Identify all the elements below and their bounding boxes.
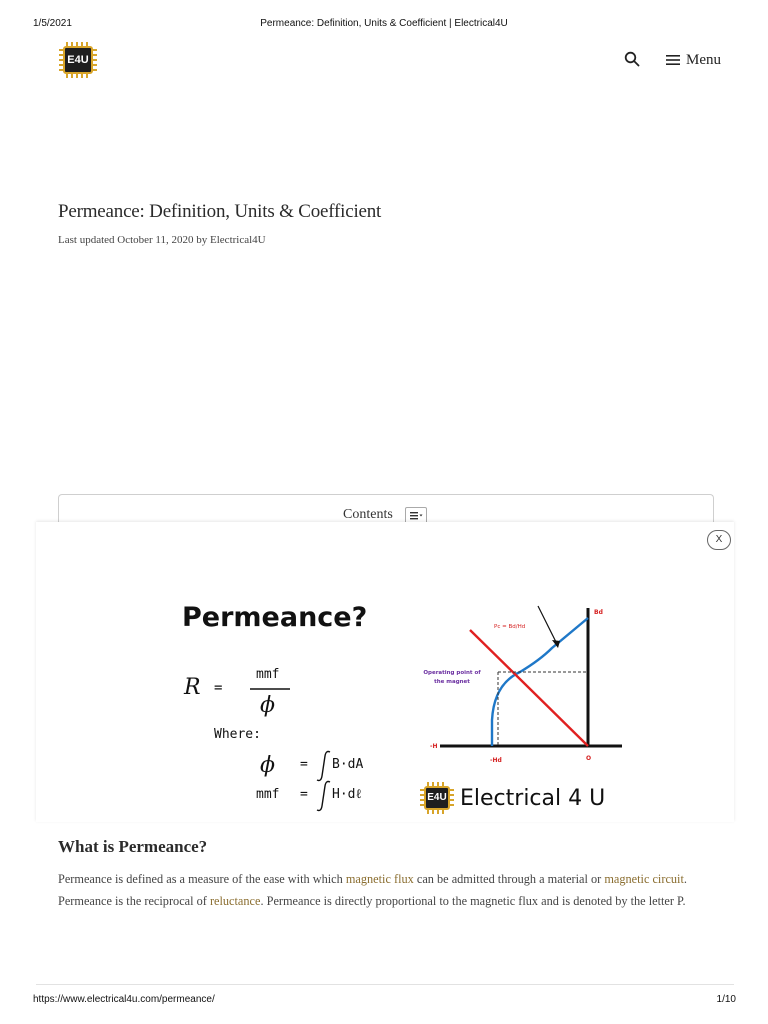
paragraph-text-2: can be admitted through a material or <box>413 872 605 886</box>
formula-phi-integral: B·dA <box>332 757 364 772</box>
logo-text: E4U <box>63 46 93 74</box>
formula-equals-2: = <box>300 757 308 772</box>
hamburger-icon <box>666 54 680 66</box>
neg-hd-label: -Hd <box>490 757 502 764</box>
integral-sign-2 <box>317 782 330 811</box>
pointer-arrow <box>538 606 558 646</box>
print-url: https://www.electrical4u.com/permeance/ <box>33 994 215 1005</box>
paragraph-text-3: . Permeance is the reciprocal of <box>58 872 687 908</box>
print-page-number: 1/10 <box>716 994 736 1005</box>
reluctance-formula <box>170 656 410 820</box>
paragraph-text-1: Permeance is defined as a measure of the ease with which <box>58 872 346 886</box>
operating-label-2: the magnet <box>434 679 470 685</box>
cut-off-content <box>300 955 480 961</box>
link-reluctance[interactable]: reluctance <box>209 894 261 908</box>
print-date: 1/5/2021 <box>33 18 72 29</box>
formula-equals-3: = <box>300 787 308 802</box>
formula-equals-1: = <box>214 680 223 696</box>
menu-button[interactable] <box>666 51 721 69</box>
print-title: Permeance: Definition, Units & Coefficient | Electrical4U <box>260 18 508 29</box>
origin-label: O <box>586 755 592 762</box>
featured-brand <box>420 782 605 814</box>
bh-curve-diagram <box>410 600 630 772</box>
formula-phi: ϕ <box>260 753 275 778</box>
section-paragraph <box>58 868 714 912</box>
print-header <box>0 18 768 32</box>
post-meta: Last updated October 11, 2020 by Electrical4U <box>58 234 266 246</box>
section-heading: What is Permeance? <box>58 837 208 856</box>
footer-divider <box>36 984 734 985</box>
link-magnetic-circuit[interactable]: magnetic circuit <box>604 872 684 886</box>
operating-label-1: Operating point of <box>423 670 481 676</box>
featured-heading: Permeance? <box>182 602 368 633</box>
neg-h-label: -H <box>430 743 438 750</box>
search-button[interactable] <box>624 51 640 67</box>
featured-image <box>170 596 630 820</box>
load-line <box>470 630 588 746</box>
site-logo[interactable] <box>59 42 97 78</box>
toc-label[interactable]: Contents <box>343 507 393 522</box>
formula-mmf: mmf <box>256 787 280 802</box>
menu-label: Menu <box>686 51 721 68</box>
close-ad-button[interactable]: X <box>707 530 731 550</box>
formula-mmf-integral: H·dℓ <box>332 787 362 802</box>
formula-denominator: ϕ <box>260 693 275 718</box>
formula-numerator: mmf <box>256 667 280 682</box>
search-icon <box>624 51 640 67</box>
integral-sign-1 <box>317 752 330 781</box>
formula-r: R <box>184 675 201 700</box>
demagnetization-curve <box>492 618 588 746</box>
formula-where: Where: <box>214 727 261 742</box>
featured-logo <box>420 782 454 814</box>
link-magnetic-flux[interactable]: magnetic flux <box>345 872 414 886</box>
paragraph-text-4: . Permeance is directly proportional to the magnetic flux and is denoted by the letter P. <box>260 894 686 908</box>
print-footer <box>0 994 768 1008</box>
list-toggle-icon <box>406 508 426 523</box>
featured-logo-text: E4U <box>424 786 450 810</box>
featured-brand-text: Electrical 4 U <box>460 785 606 811</box>
page-title: Permeance: Definition, Units & Coefficient <box>58 201 382 222</box>
pc-label: Pc = Bd/Hd <box>494 624 526 630</box>
bd-label: Bd <box>594 609 603 616</box>
